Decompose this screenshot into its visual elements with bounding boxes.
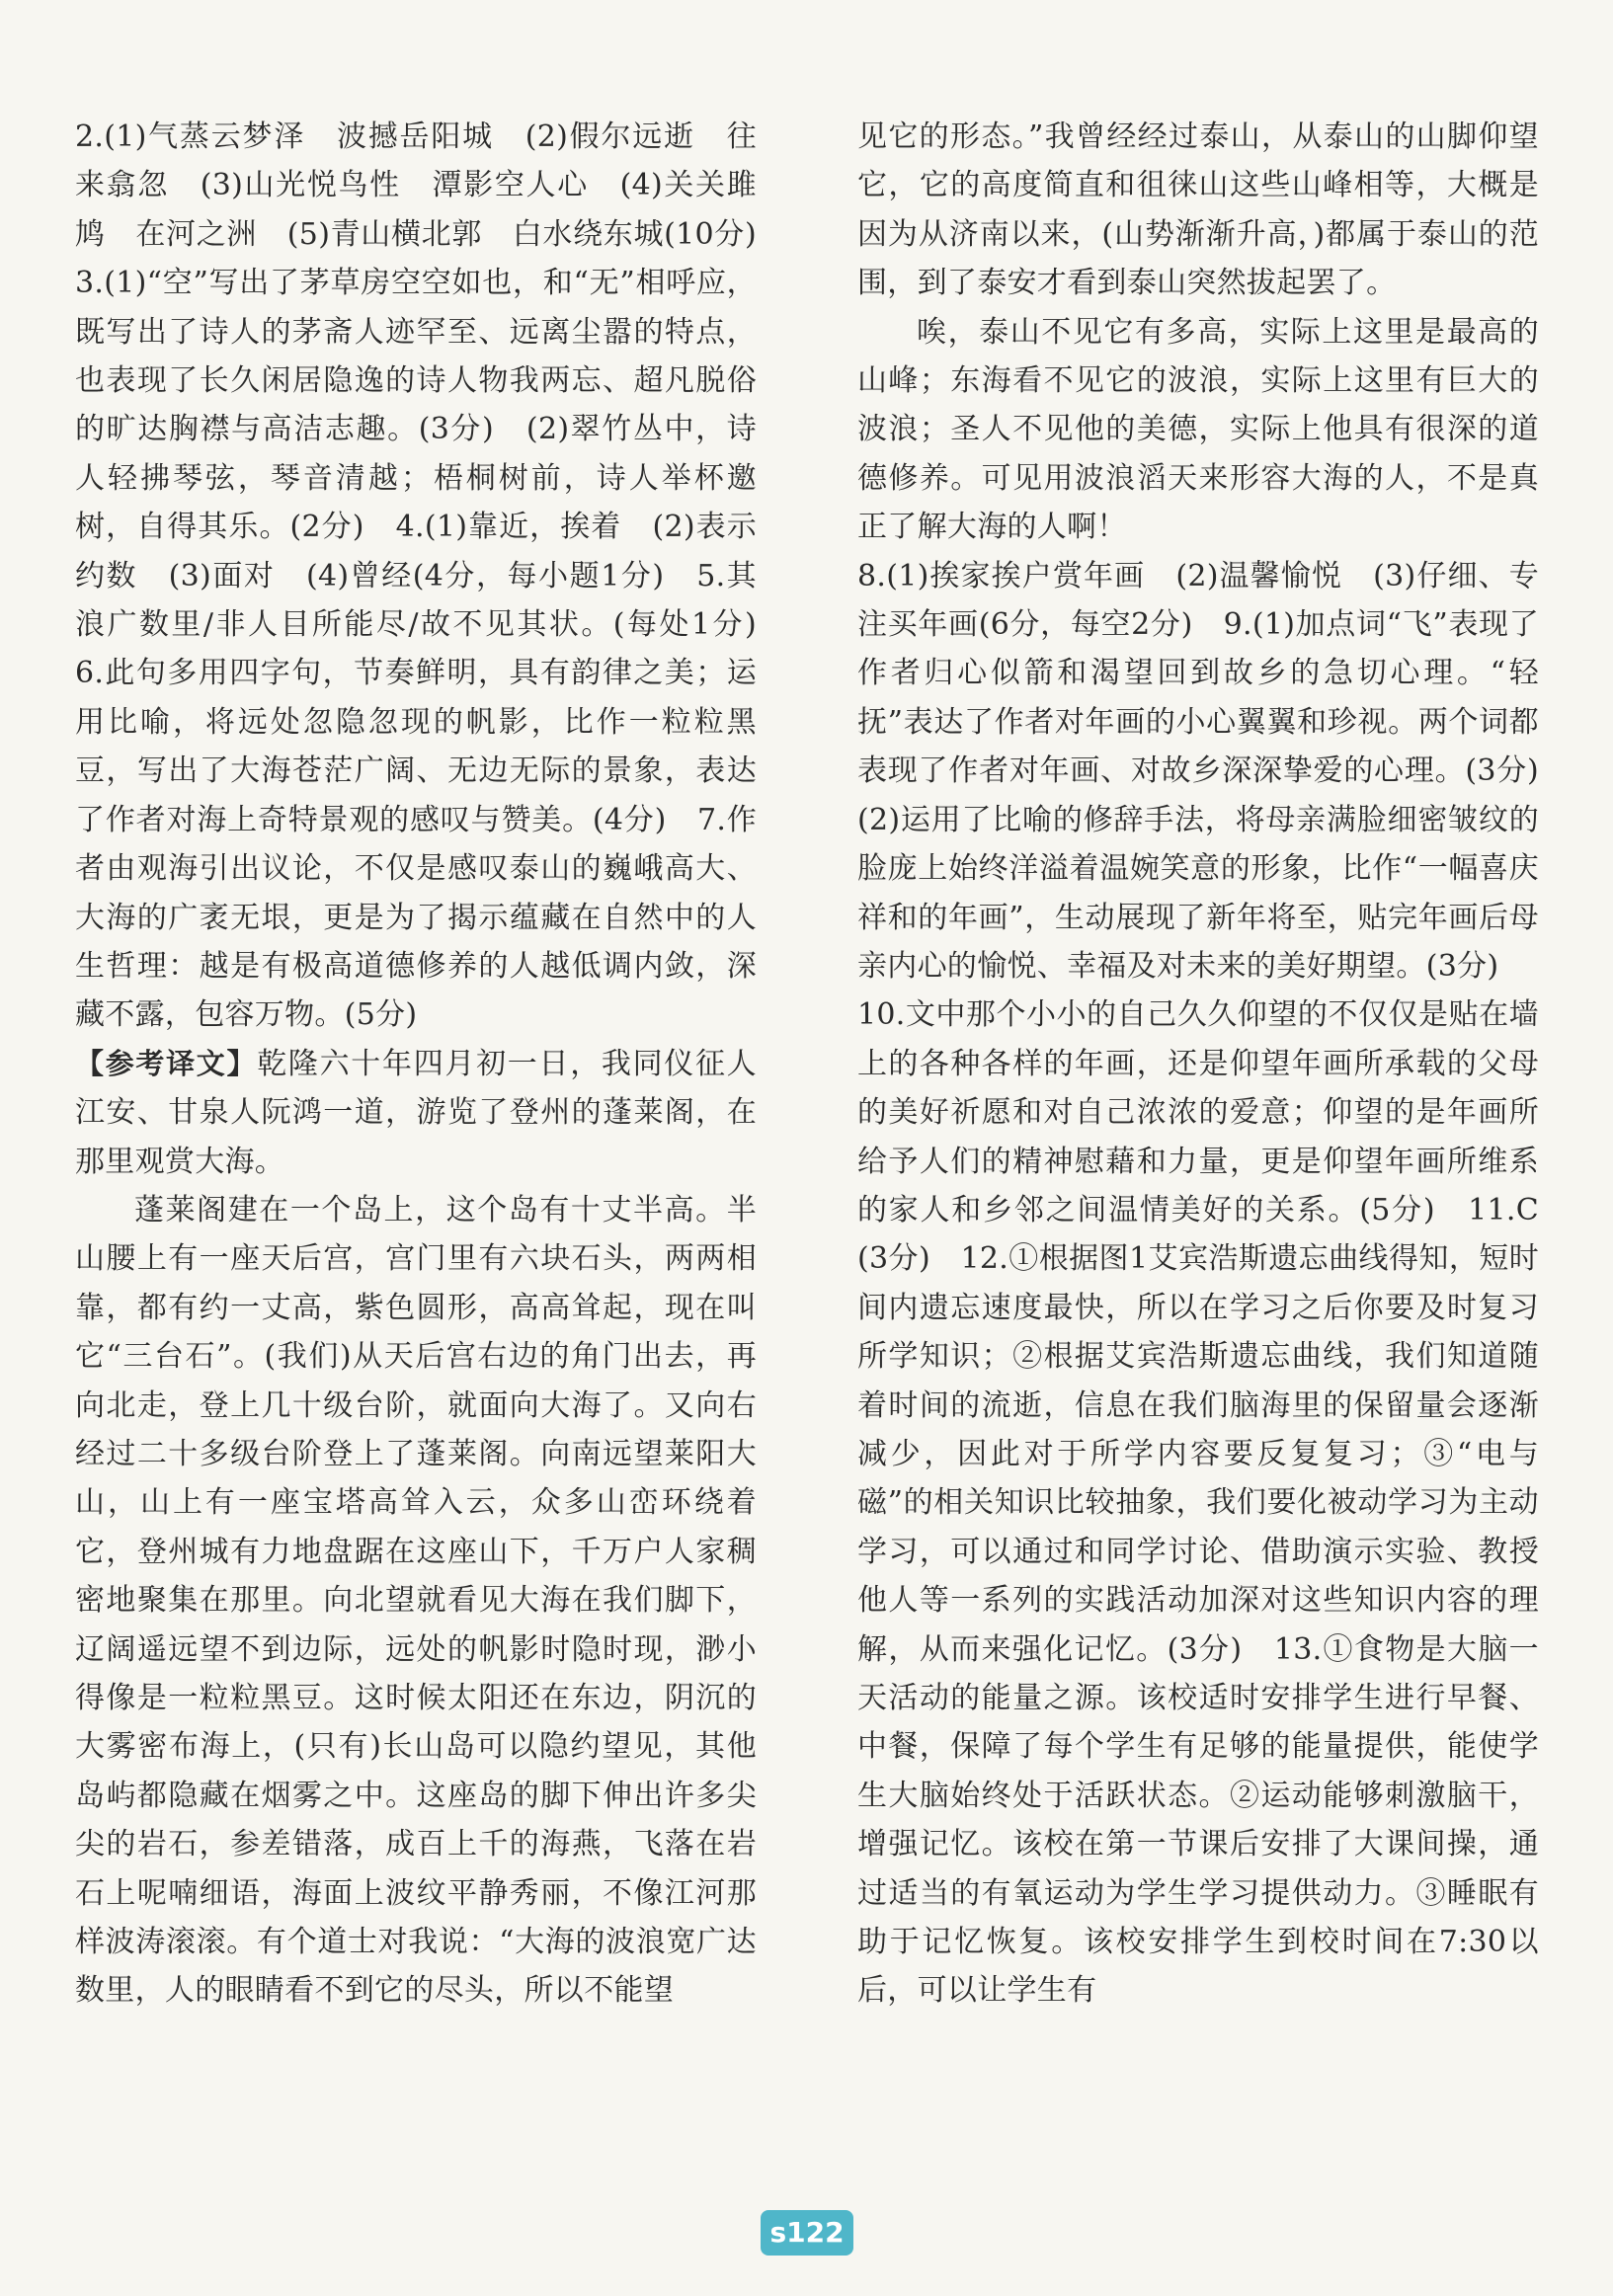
translation-intro [75,1040,757,1186]
right-column [857,113,1570,2016]
page-number-badge: s122 [761,2210,853,2256]
translation-paragraph-1: 乾隆六十年四月初一日，我同仪征人江安、甘泉人阮鸿一道，游览了登州的蓬莱阁，在那里观赏大海。 [75,1046,757,1179]
translation-paragraph-3: 唉，泰山不见它有多高，实际上这里是最高的山峰；东海看不见它的波浪，实际上这里有巨大的波浪；圣人不见他的美德，实际上他具有很深的道德修养。可见用波浪滔天来形容大海的人，不是真正了解大海的人啊！ [857,314,1539,545]
translation-label: 【参考译文】 [75,1046,258,1080]
left-column [75,113,787,2016]
translation-paragraph-2: 蓬莱阁建在一个岛上，这个岛有十丈半高。半山腰上有一座天后宫，宫门里有六块石头，两两相靠，都有约一丈高，紫色圆形，高高耸起，现在叫它“三台石”。(我们)从天后宫右边的角门出去，再向北走，登上几十级台阶，就面向大海了。又向右经过二十多级台阶登上了蓬莱阁。向南远望莱阳大山，山上有一座宝塔高耸入云，众多山峦环绕着它，登州城有力地盘踞在这座山下，千万户人家稠密地聚集在那里。向北望就看见大海在我们脚下，辽阔遥远望不到边际，远处的帆影时隐时现，渺小得像是一粒粒黑豆。这时候太阳还在东边，阴沉的大雾密布海上，(只有)长山岛可以隐约望见，其他岛屿都隐藏在烟雾之中。这座岛的脚下伸出许多尖尖的岩石，参差错落，成百上千的海燕，飞落在岩石上呢喃细语，海面上波纹平静秀丽，不像江河那样波涛滚滚。有个道士对我说：“大海的波浪宽广达数里，人的眼睛看不到它的尽头，所以不能望 [75,1192,757,2009]
answers-10-to-13: 10.文中那个小小的自己久久仰望的不仅仅是贴在墙上的各种各样的年画，还是仰望年画所承载的父母的美好祈愿和对自己浓浓的爱意；仰望的是年画所给予人们的精神慰藉和力量，更是仰望年画所维系的家人和乡邻之间温情美好的关系。(5分) 11.C(3分) 12.①根据图1艾宾浩斯遗忘曲线得知，短时间内遗忘速度最快，所以在学习之后你要及时复习所学知识；②根据艾宾浩斯遗忘曲线，我们知道随着时间的流逝，信息在我们脑海里的保留量会逐渐减少，因此对于所学内容要反复复习；③“电与磁”的相关知识比较抽象，我们要化被动学习为主动学习，可以通过和同学讨论、借助演示实验、教授他人等一系列的实践活动加深对这些知识内容的理解，从而来强化记忆。(3分) 13.①食物是大脑一天活动的能量之源。该校适时安排学生进行早餐、中餐，保障了每个学生有足够的能量提供，能使学生大脑始终处于活跃状态。②运动能够刺激脑干，增强记忆。该校在第一节课后安排了大课间操，通过适当的有氧运动为学生学习提供动力。③睡眠有助于记忆恢复。该校安排学生到校时间在7:30以后，可以让学生有 [857,997,1539,2009]
answers-8-9: 8.(1)挨家挨户赏年画 (2)温馨愉悦 (3)仔细、专注买年画(6分，每空2分) 9.(1)加点词“飞”表现了作者归心似箭和渴望回到故乡的急切心理。“轻抚”表达了作者对年画的小心翼翼和珍视。两个词都表现了作者对年画、对故乡深深挚爱的心理。(3分) (2)运用了比喻的修辞手法，将母亲满脸细密皱纹的脸庞上始终洋溢着温婉笑意的形象，比作“一幅喜庆祥和的年画”，生动展现了新年将至，贴完年画后母亲内心的愉悦、幸福及对未来的美好期望。(3分) [857,558,1570,984]
translation-paragraph-2-continued: 见它的形态。”我曾经经过泰山，从泰山的山脚仰望它，它的高度简直和徂徕山这些山峰相等，大概是因为从济南以来，(山势渐渐升高，)都属于泰山的范围，到了泰安才看到泰山突然拔起罢了。 [857,119,1539,301]
answers-2-to-7: 2.(1)气蒸云梦泽 波撼岳阳城 (2)假尔远逝 往来翕忽 (3)山光悦鸟性 潭影空人心 (4)关关雎鸠 在河之洲 (5)青山横北郭 白水绕东城(10分) 3.(1)“空”写出了茅草房空空如也，和“无”相呼应，既写出了诗人的茅斋人迹罕至、远离尘嚣的特点，也表现了长久闲居隐逸的诗人物我两忘、超凡脱俗的旷达胸襟与高洁志趣。(3分) (2)翠竹丛中，诗人轻拂琴弦，琴音清越；梧桐树前，诗人举杯邀树，自得其乐。(2分) 4.(1)靠近，挨着 (2)表示约数 (3)面对 (4)曾经(4分，每小题1分) 5.其浪广数里/非人目所能尽/故不见其状。(每处1分) 6.此句多用四字句，节奏鲜明，具有韵律之美；运用比喻，将远处忽隐忽现的帆影，比作一粒粒黑豆，写出了大海苍茫广阔、无边无际的景象，表达了作者对海上奇特景观的感叹与赞美。(4分) 7.作者由观海引出议论，不仅是感叹泰山的巍峨高大、大海的广袤无垠，更是为了揭示蕴藏在自然中的人生哲理：越是有极高道德修养的人越低调内敛，深藏不露，包容万物。(5分) [75,119,787,1033]
